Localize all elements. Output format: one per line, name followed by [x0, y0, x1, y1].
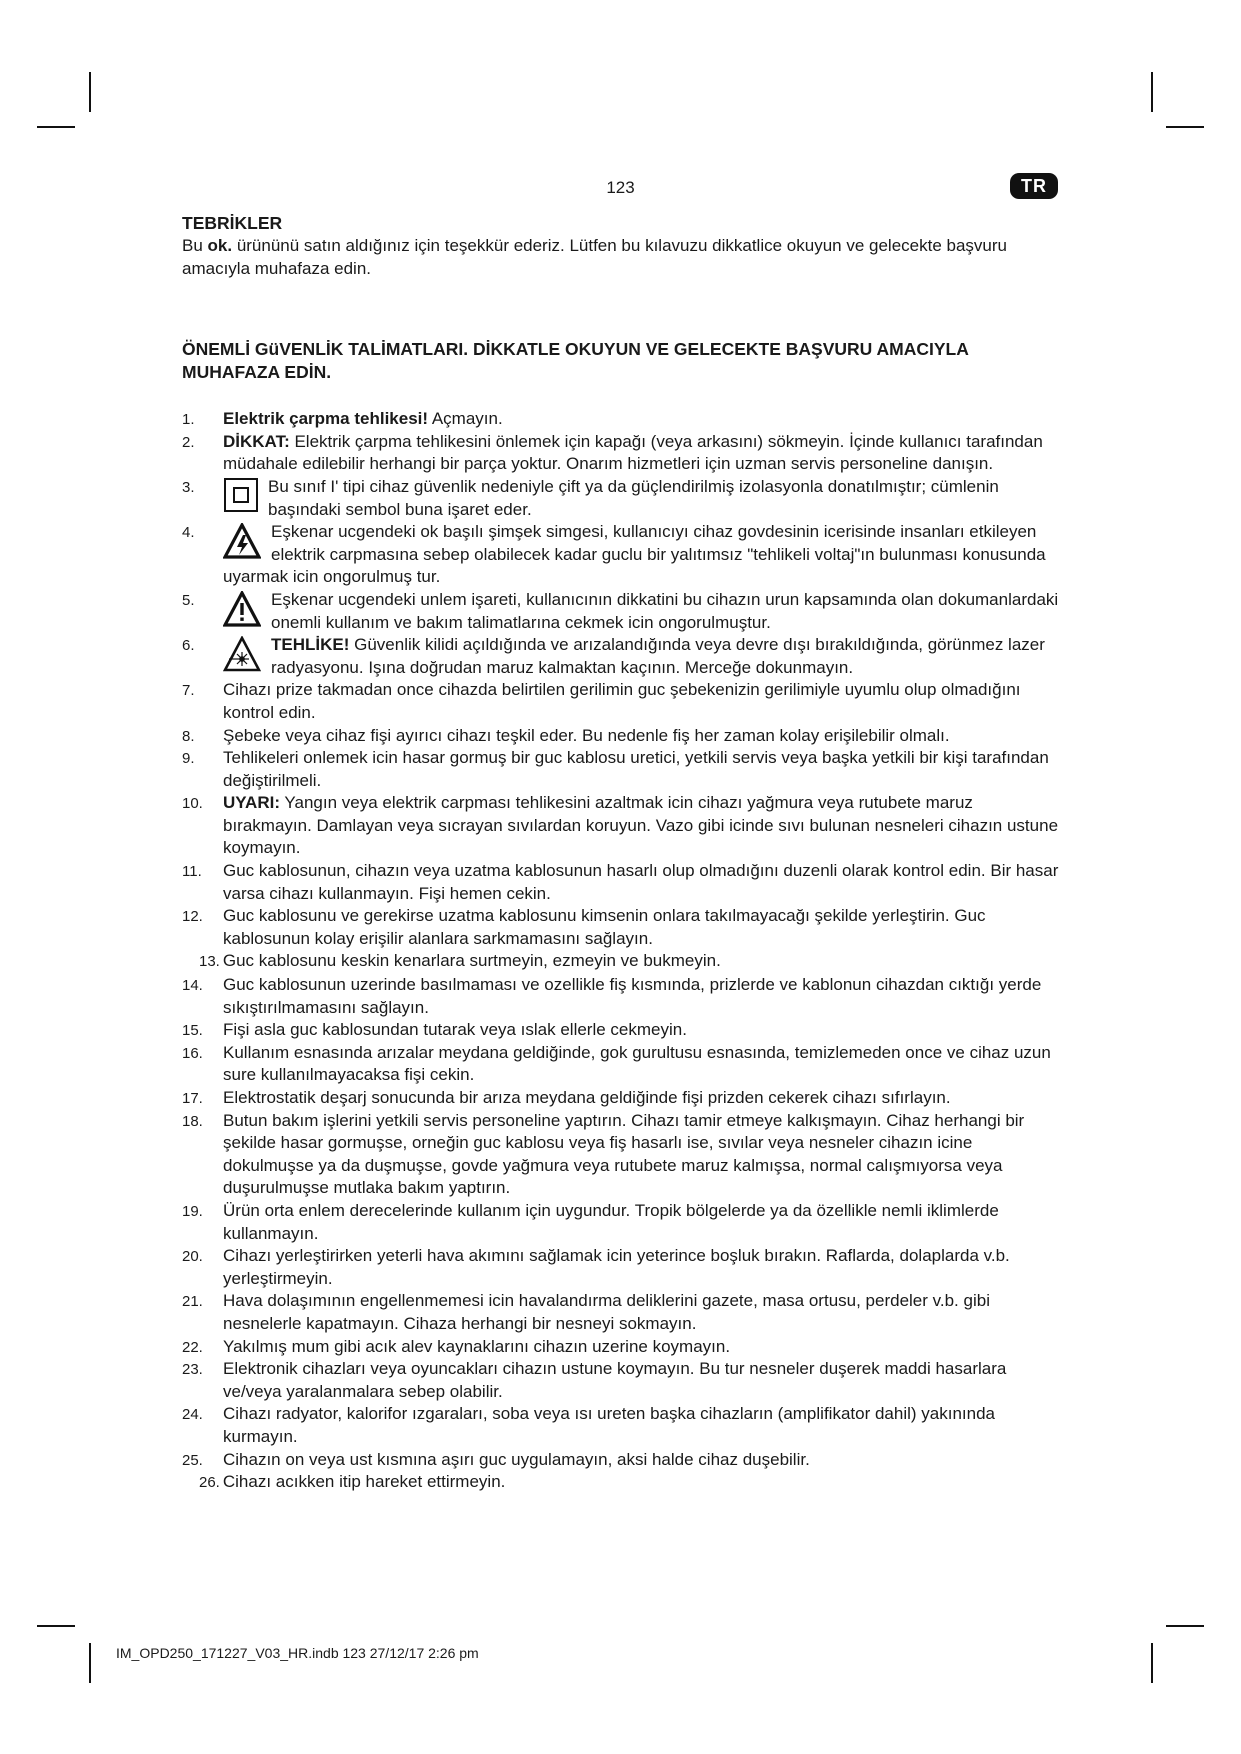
list-item-text: Bu sınıf I' tipi cihaz güvenlik nedeniyle çift ya da güçlendirilmiş izolasyonla donatılmıştır; cümlenin başındaki sembol buna işaret eder.	[268, 476, 999, 519]
list-item	[182, 905, 1062, 950]
page-content	[182, 212, 1062, 1495]
list-item-text: Guc kablosunun uzerinde basılmaması ve ozellikle fiş kısmında, prizlerde ve kablonun cihazdan cıktığı yerde sıkıştırılmamasını sağlayın.	[223, 975, 1042, 1017]
list-item-number: 5.	[182, 591, 195, 609]
list-item-text: Eşkenar ucgendeki unlem işareti, kullanıcının dikkatini bu cihazın urun kapsamında olan dokumanlardaki onemli kullanım ve bakım talimatlarına cekmek icin ongorulmuştur.	[271, 589, 1059, 632]
list-item-text: Elektrik çarpma tehlikesini önlemek için kapağı (veya arkasını) sökmeyin. İçinde kullanıcı tarafından müdahale edilebilir herhangi bir parça yoktur. Onarım hizmetleri için uzman servis personeline danışın.	[223, 431, 1043, 474]
list-item-number: 4.	[182, 524, 195, 542]
list-item	[182, 1019, 1062, 1042]
list-item-number: 23.	[182, 1361, 203, 1379]
list-item-text: Güvenlik kilidi açıldığında ve arızalandığında veya devre dışı bırakıldığında, görünmez lazer radyasyonu. Işına doğrudan maruz kalmaktan kaçının. Merceğe dokunmayın.	[271, 635, 1045, 677]
list-item-number: 1.	[182, 411, 195, 429]
crop-mark	[1151, 1643, 1153, 1683]
list-item-number: 6.	[182, 637, 195, 655]
list-item	[182, 1336, 1062, 1359]
list-item-number: 17.	[182, 1090, 203, 1107]
list-item	[182, 1358, 1062, 1403]
list-item-text: Yakılmış mum gibi acık alev kaynaklarını cihazın uzerine koymayın.	[223, 1336, 731, 1356]
list-item-text: Cihazı prize takmadan once cihazda belirtilen gerilimin guc şebekenizin gerilimiyle uyumlu olup olmadığını kontrol edin.	[223, 680, 1021, 722]
list-item-number: 9.	[182, 750, 195, 768]
list-item-text: Guc kablosunu ve gerekirse uzatma kablosunu kimsenin onlara takılmayacağı şekilde yerleştirin. Guc kablosunun kolay erişilir alanlara sarkmamasını sağlayın.	[223, 906, 986, 948]
list-item-number: 2.	[182, 433, 195, 451]
list-item	[182, 476, 1062, 521]
list-item-number: 10.	[182, 795, 203, 813]
brand-name: ok.	[207, 236, 233, 255]
list-item-text: Elektronik cihazları veya oyuncakları cihazın ustune koymayın. Bu tur nesneler duşerek maddi hasarlara ve/veya yaralanmalara sebep olabilir.	[223, 1359, 1007, 1401]
safety-list	[182, 408, 1062, 1495]
crop-mark	[89, 72, 91, 112]
crop-mark	[37, 126, 75, 128]
list-item-text: Guc kablosunu keskin kenarlara surtmeyin, ezmeyin ve bukmeyin.	[222, 951, 721, 971]
laser-triangle-icon	[223, 636, 261, 672]
list-item-text: Tehlikeleri onlemek icin hasar gormuş bir guc kablosu uretici, yetkili servis veya başka yetkili bir kişi tarafından değiştirilmeli.	[223, 748, 1049, 790]
list-item-number: 13.	[199, 953, 220, 971]
list-item-text: Hava dolaşımının engellenmemesi icin havalandırma deliklerini gazete, masa ortusu, perdeler v.b. gibi nesnelerle kapatmayın. Cihaza herhangi bir nesneyi sokmayın.	[223, 1291, 990, 1333]
list-item-number: 7.	[182, 682, 195, 700]
list-item	[182, 521, 1062, 589]
list-item-text: Butun bakım işlerini yetkili servis personeline yaptırın. Cihazı tamir etmeye kalkışmayın. Cihaz herhangi bir şekilde hasar gormuşse, orneğin guc kablosu veya fiş hasarlı ise, sıvılar veya nesneler cihazın icine dokulmuşse ya da duşmuşse, govde yağmura veya rutubete maruz kalmışsa, normal calışmıyorsa veya duşurulmuşse mutlaka bakım yaptırın.	[223, 1110, 1025, 1198]
list-item	[182, 431, 1062, 476]
list-item	[182, 1471, 1062, 1495]
list-item	[182, 1403, 1062, 1448]
list-item-number: 3.	[182, 478, 195, 496]
page-number: 123	[606, 178, 635, 197]
list-item	[182, 589, 1062, 634]
list-item-emphasis: Elektrik çarpma tehlikesi!	[223, 409, 429, 429]
list-item	[182, 679, 1062, 724]
crop-mark	[37, 1625, 75, 1627]
intro-paragraph	[182, 235, 1062, 280]
language-badge: TR	[1010, 173, 1058, 199]
lightning-triangle-icon	[223, 523, 261, 559]
list-item-text: Fişi asla guc kablosundan tutarak veya ıslak ellerle cekmeyin.	[223, 1020, 687, 1040]
list-item-number: 14.	[182, 977, 203, 995]
list-item-text: Şebeke veya cihaz fişi ayırıcı cihazı teşkil eder. Bu nedenle fiş her zaman kolay erişilebilir olmalı.	[223, 725, 950, 745]
list-item-emphasis: UYARI:	[223, 793, 280, 813]
list-item	[182, 1290, 1062, 1335]
crop-mark	[1166, 1625, 1204, 1627]
list-item-text: Cihazı radyator, kalorifor ızgaraları, soba veya ısı ureten başka cihazların (amplifikator dahil) yakınında kurmayın.	[223, 1404, 995, 1446]
list-item-number: 21.	[182, 1293, 203, 1311]
list-item	[182, 1042, 1062, 1087]
list-item-text: Eşkenar ucgendeki ok başılı şimşek simgesi, kullanıcıyı cihaz govdesinin icerisinde insanları etkileyen elektrik carpmasına sebep olabilecek kadar guclu bir yalıtımsız "tehlikeli voltaj"ın bulunması konusunda uyarmak icin ongorulmuş tur.	[223, 522, 1046, 587]
crop-mark	[1151, 72, 1153, 112]
list-item-number: 25.	[182, 1451, 203, 1469]
list-item-text: Guc kablosunun, cihazın veya uzatma kablosunun hasarlı olup olmadığını duzenli olarak kontrol edin. Bir hasar varsa cihazı kullanmayın. Fişi hemen cekin.	[223, 861, 1059, 903]
list-item-text: Cihazı acıkken itip hareket ettirmeyin.	[222, 1472, 506, 1492]
list-item-number: 18.	[182, 1112, 203, 1130]
list-item	[182, 950, 1062, 974]
list-item-emphasis: TEHLİKE!	[271, 635, 350, 655]
crop-mark	[1166, 126, 1204, 128]
list-item	[182, 634, 1062, 679]
list-item-number: 20.	[182, 1248, 203, 1266]
list-item-text: Açmayın.	[428, 409, 503, 429]
list-item-text: Elektrostatik deşarj sonucunda bir arıza meydana geldiğinde fişi prizden cekerek cihazı sıfırlayın.	[223, 1088, 951, 1107]
list-item-number: 16.	[182, 1044, 203, 1062]
list-item-number: 12.	[182, 908, 203, 926]
list-item-text: Kullanım esnasında arızalar meydana geldiğinde, gok gurultusu esnasında, temizlemeden once ve cihaz uzun sure kullanılmayacaksa fişi cekin.	[223, 1042, 1051, 1085]
list-item-text: Ürün orta enlem derecelerinde kullanım için uygundur. Tropik bölgelerde ya da özellikle nemli iklimlerde kullanmayın.	[223, 1200, 999, 1243]
list-item	[182, 725, 1062, 748]
list-item	[182, 1087, 1062, 1110]
list-item-number: 24.	[182, 1406, 203, 1424]
list-item	[182, 1110, 1062, 1200]
list-item-number: 22.	[182, 1338, 203, 1356]
list-item-number: 26.	[199, 1474, 220, 1492]
list-item-number: 11.	[182, 863, 202, 881]
intro-text-after: ürününü satın aldığınız için teşekkür ederiz. Lütfen bu kılavuzu dikkatlice okuyun ve gelecekte başvuru amacıyla muhafaza edin.	[182, 236, 1007, 278]
list-item	[182, 408, 1062, 431]
list-item-number: 15.	[182, 1022, 203, 1040]
list-item-text: Cihazın on veya ust kısmına aşırı guc uygulamayın, aksi halde cihaz duşebilir.	[223, 1449, 810, 1469]
list-item	[182, 860, 1062, 905]
exclamation-triangle-icon	[223, 591, 261, 627]
list-item	[182, 1245, 1062, 1290]
list-item-number: 8.	[182, 727, 195, 745]
list-item-number: 19.	[182, 1202, 203, 1220]
intro-title: TEBRİKLER	[182, 213, 283, 233]
list-item	[182, 747, 1062, 792]
list-item	[182, 974, 1062, 1019]
intro-text-before: Bu	[182, 236, 208, 255]
print-footer: IM_OPD250_171227_V03_HR.indb 123 27/12/17 2:26 pm	[116, 1645, 479, 1661]
list-item	[182, 1449, 1062, 1472]
list-item-text: Cihazı yerleştirirken yeterli hava akımını sağlamak icin yeterince boşluk bırakın. Raflarda, dolaplarda v.b. yerleştirmeyin.	[223, 1246, 1010, 1288]
safety-heading: ÖNEMLİ GüVENLİK TALİMATLARI. DİKKATLE OKUYUN VE GELECEKTE BAŞVURU AMACIYLA MUHAFAZA EDİN.	[182, 339, 969, 383]
list-item-text: Yangın veya elektrik carpması tehlikesini azaltmak icin cihazı yağmura veya rutubete maruz bırakmayın. Damlayan veya sıcrayan sıvılardan koruyun. Vazo gibi icinde sıvı bulunan nesneleri cihazın ustune koymayın.	[223, 793, 1059, 858]
crop-mark	[89, 1643, 91, 1683]
double-insulation-icon	[223, 478, 258, 512]
list-item	[182, 1200, 1062, 1245]
list-item-emphasis: DİKKAT:	[223, 431, 290, 451]
list-item	[182, 792, 1062, 860]
